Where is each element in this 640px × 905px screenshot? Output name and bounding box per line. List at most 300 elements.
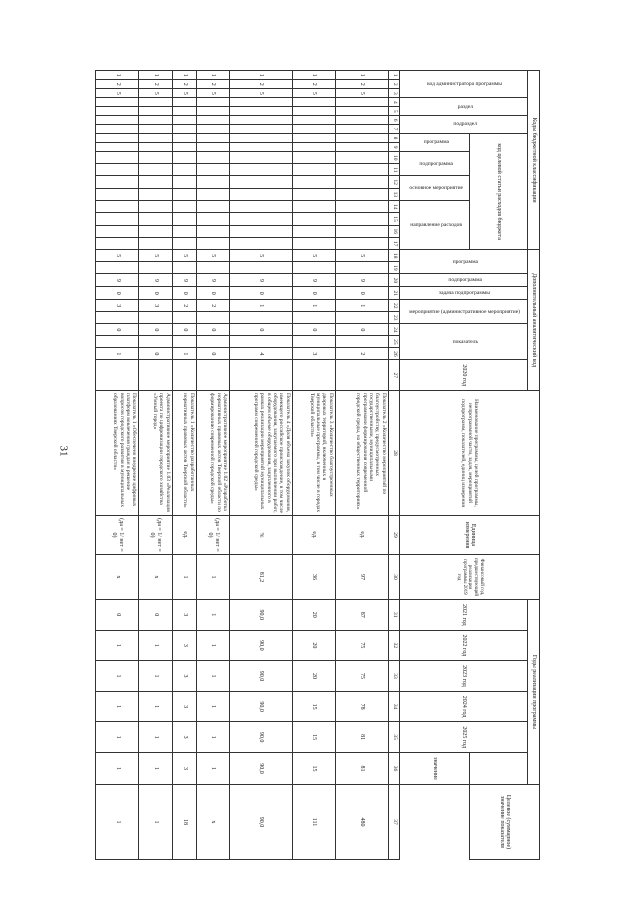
- classification-cell: [335, 237, 388, 249]
- row-year-value: 1: [196, 691, 230, 722]
- row-unit: ед.: [292, 516, 335, 555]
- column-number: 23: [388, 312, 400, 324]
- row-year-value: 87: [335, 600, 388, 631]
- row-year-value: 1: [196, 600, 230, 631]
- row-year-value: 90,0: [230, 691, 292, 722]
- classification-cell: [335, 98, 388, 107]
- table-row: [139, 71, 173, 860]
- classification-cell: [292, 225, 335, 237]
- classification-cell: [230, 201, 292, 213]
- row-year-value: 81: [335, 722, 388, 753]
- column-number: 31: [388, 600, 400, 631]
- header-admin-code: код администратора программы: [400, 71, 528, 98]
- column-number: 9: [388, 143, 400, 152]
- page-number: 31: [57, 445, 70, 457]
- row-year-value: 3: [172, 630, 196, 661]
- row-year-value: 1: [96, 661, 139, 692]
- extra-code-cell: 0: [196, 348, 230, 360]
- header-subprogram: подпрограмма: [400, 152, 470, 176]
- extra-code-cell: 0: [292, 324, 335, 336]
- admin-code-cell: 2: [139, 80, 173, 89]
- header-extra-code: Дополнительный аналитический код: [527, 250, 539, 391]
- classification-cell: [335, 107, 388, 116]
- column-number: 17: [388, 237, 400, 249]
- extra-code-cell: 0: [292, 287, 335, 300]
- extra-code-cell: [139, 336, 173, 348]
- extra-code-cell: [96, 262, 139, 274]
- classification-cell: [172, 213, 196, 225]
- row-unit: ед.: [335, 516, 388, 555]
- header-name: Наименование программы, целей программы, непрограммной части, задач, мероприятий подпрограмм, показателей, единиц измерения: [400, 391, 540, 516]
- extra-code-cell: [172, 336, 196, 348]
- extra-code-cell: 0: [96, 287, 139, 300]
- table-row: [335, 71, 388, 860]
- extra-code-cell: 1: [172, 348, 196, 360]
- column-number: 34: [388, 691, 400, 722]
- classification-cell: [139, 143, 173, 152]
- classification-cell: [172, 125, 196, 134]
- extra-code-cell: [292, 360, 335, 391]
- column-number: 12: [388, 176, 400, 188]
- program-table-frame: [95, 70, 540, 860]
- classification-cell: [230, 116, 292, 125]
- admin-code-cell: 1: [230, 71, 292, 80]
- extra-code-cell: 3: [96, 300, 139, 312]
- row-year-value: 15: [292, 691, 335, 722]
- row-total: 1: [139, 785, 173, 860]
- column-number: 5: [388, 107, 400, 116]
- extra-code-cell: 5: [196, 250, 230, 262]
- classification-cell: [96, 188, 139, 200]
- header-task-col: задача подпрограммы: [400, 287, 528, 300]
- extra-code-cell: 9: [96, 274, 139, 287]
- classification-cell: [292, 143, 335, 152]
- classification-cell: [172, 164, 196, 176]
- classification-cell: [96, 213, 139, 225]
- classification-cell: [335, 188, 388, 200]
- row-name: Показатель 3 «Количество благоустроенных дворовых территорий, включенных в муниципальные программы, в том числе в городах Тверской области»: [292, 391, 335, 516]
- classification-cell: [230, 143, 292, 152]
- header-value: значение: [400, 752, 470, 784]
- row-year-value: 90,0: [230, 722, 292, 753]
- header-year-2020: 2020 год: [400, 360, 528, 391]
- classification-cell: [196, 107, 230, 116]
- admin-code-cell: 2: [96, 80, 139, 89]
- row-name: Административное мероприятие 1.03 «Реализация проекта по цифровизации городского хозяйства «Умный город»: [139, 391, 173, 516]
- column-number: 4: [388, 98, 400, 107]
- extra-code-cell: 0: [139, 348, 173, 360]
- column-number: 14: [388, 201, 400, 213]
- row-year-value: 75: [335, 661, 388, 692]
- extra-code-cell: 0: [139, 324, 173, 336]
- header-program: программа: [400, 133, 470, 151]
- classification-cell: [196, 125, 230, 134]
- row-year-value: 1: [96, 722, 139, 753]
- classification-cell: [292, 116, 335, 125]
- row-year-value: 1: [139, 630, 173, 661]
- row-base-value: х: [96, 555, 139, 600]
- extra-code-cell: [139, 360, 173, 391]
- row-year-value: 20: [292, 630, 335, 661]
- column-number: 15: [388, 213, 400, 225]
- classification-cell: [292, 107, 335, 116]
- header-main-event: основное мероприятие: [400, 176, 470, 201]
- classification-cell: [172, 201, 196, 213]
- classification-cell: [335, 225, 388, 237]
- extra-code-cell: 5: [335, 250, 388, 262]
- classification-cell: [335, 152, 388, 164]
- extra-code-cell: 0: [96, 324, 139, 336]
- admin-code-cell: 5: [335, 89, 388, 98]
- extra-code-cell: 0: [196, 324, 230, 336]
- row-base-value: 97: [335, 555, 388, 600]
- classification-cell: [230, 125, 292, 134]
- header-fin-year: Финансовый год, предшествующий реализации программы 2019 год: [400, 555, 540, 600]
- extra-code-cell: [335, 312, 388, 324]
- row-year-value: 15: [292, 752, 335, 784]
- row-year-value: 1: [196, 661, 230, 692]
- extra-code-cell: [96, 336, 139, 348]
- header-subsection: подраздел: [400, 116, 528, 134]
- column-number: 2: [388, 80, 400, 89]
- extra-code-cell: 5: [96, 250, 139, 262]
- classification-cell: [292, 188, 335, 200]
- row-year-value: 1: [196, 630, 230, 661]
- row-total: 1: [96, 785, 139, 860]
- classification-cell: [335, 213, 388, 225]
- classification-cell: [292, 98, 335, 107]
- classification-cell: [196, 201, 230, 213]
- classification-cell: [139, 98, 173, 107]
- header-direction: направление расходов: [400, 201, 470, 250]
- extra-code-cell: 5: [139, 250, 173, 262]
- row-year-value: 90,0: [230, 600, 292, 631]
- admin-code-cell: 1: [96, 71, 139, 80]
- classification-cell: [230, 133, 292, 142]
- extra-code-cell: 1: [96, 348, 139, 360]
- classification-cell: [335, 125, 388, 134]
- extra-code-cell: 2: [172, 300, 196, 312]
- extra-code-cell: 9: [230, 274, 292, 287]
- classification-cell: [292, 152, 335, 164]
- row-total: х: [196, 785, 230, 860]
- admin-code-cell: 1: [196, 71, 230, 80]
- extra-code-cell: 9: [292, 274, 335, 287]
- row-year-value: 15: [292, 722, 335, 753]
- column-number: 7: [388, 125, 400, 134]
- header-year-2021: 2021 год: [400, 600, 528, 631]
- classification-cell: [139, 133, 173, 142]
- classification-cell: [172, 225, 196, 237]
- header-years: Годы реализации программы: [527, 600, 539, 785]
- row-base-value: х: [139, 555, 173, 600]
- extra-code-cell: 1: [230, 300, 292, 312]
- header-unit: Единица измерения: [400, 516, 540, 555]
- row-year-value: 3: [172, 661, 196, 692]
- classification-cell: [292, 201, 335, 213]
- extra-code-cell: [196, 360, 230, 391]
- header-program-col: программа: [400, 250, 528, 274]
- classification-cell: [292, 213, 335, 225]
- column-number: 33: [388, 661, 400, 692]
- classification-cell: [96, 225, 139, 237]
- admin-code-cell: 2: [230, 80, 292, 89]
- column-number: 13: [388, 188, 400, 200]
- extra-code-cell: 4: [230, 348, 292, 360]
- extra-code-cell: 9: [139, 274, 173, 287]
- extra-code-cell: [335, 262, 388, 274]
- rotated-table: [95, 70, 540, 860]
- row-name: Показатель 1 «Обеспечено внедрение цифровых платформ вовлечения граждан в решение вопросов городского развития в муниципальных образованиях Тверской области»: [96, 391, 139, 516]
- extra-code-cell: [196, 312, 230, 324]
- row-base-value: 1: [172, 555, 196, 600]
- row-unit: ед.: [172, 516, 196, 555]
- row-year-value: 1: [139, 722, 173, 753]
- row-base-value: 36: [292, 555, 335, 600]
- classification-cell: [292, 176, 335, 188]
- row-year-value: 20: [292, 661, 335, 692]
- column-number: 36: [388, 752, 400, 784]
- header-year-2023: 2023 год: [400, 661, 528, 692]
- header-year-2022: 2022 год: [400, 630, 528, 661]
- header-subprogram-col: подпрограмма: [400, 274, 528, 287]
- classification-cell: [172, 176, 196, 188]
- row-base-value: 1: [196, 555, 230, 600]
- column-number: 27: [388, 360, 400, 391]
- extra-code-cell: 0: [230, 287, 292, 300]
- row-year-value: 0: [96, 600, 139, 631]
- classification-cell: [139, 225, 173, 237]
- row-unit: (да = 1/ нет = 0): [196, 516, 230, 555]
- row-year-value: 1: [139, 752, 173, 784]
- extra-code-cell: 0: [196, 287, 230, 300]
- column-number: 11: [388, 164, 400, 176]
- classification-cell: [172, 188, 196, 200]
- classification-cell: [196, 188, 230, 200]
- classification-cell: [196, 213, 230, 225]
- classification-cell: [139, 164, 173, 176]
- column-number: 29: [388, 516, 400, 555]
- extra-code-cell: 9: [196, 274, 230, 287]
- column-number: 18: [388, 250, 400, 262]
- row-year-value: 1: [139, 661, 173, 692]
- extra-code-cell: [172, 360, 196, 391]
- column-number: 26: [388, 348, 400, 360]
- classification-cell: [335, 116, 388, 125]
- classification-cell: [196, 98, 230, 107]
- classification-cell: [292, 164, 335, 176]
- row-year-value: 1: [196, 722, 230, 753]
- row-unit: (да = 1/ нет = 0): [139, 516, 173, 555]
- classification-cell: [96, 107, 139, 116]
- extra-code-cell: [335, 336, 388, 348]
- column-number: 28: [388, 391, 400, 516]
- extra-code-cell: 0: [172, 287, 196, 300]
- extra-code-cell: 2: [335, 348, 388, 360]
- classification-cell: [96, 176, 139, 188]
- extra-code-cell: 9: [335, 274, 388, 287]
- classification-cell: [96, 125, 139, 134]
- classification-cell: [139, 116, 173, 125]
- admin-code-cell: 5: [230, 89, 292, 98]
- classification-cell: [172, 143, 196, 152]
- column-number: 22: [388, 300, 400, 312]
- row-name: Показатель 4 «Доля объема закупок оборудования, имеющего российское происхождение, в том числе оборудования, закупаемого при выполнении работ, в общем объеме оборудования, закупленного в рамках реализации мероприятий муниципальных программ современной городской среды»: [230, 391, 292, 516]
- extra-code-cell: 2: [196, 300, 230, 312]
- header-section: раздел: [400, 98, 528, 116]
- classification-cell: [230, 164, 292, 176]
- row-year-value: 1: [196, 752, 230, 784]
- row-year-value: 81: [335, 752, 388, 784]
- classification-cell: [196, 152, 230, 164]
- classification-cell: [172, 237, 196, 249]
- classification-cell: [230, 225, 292, 237]
- classification-cell: [96, 143, 139, 152]
- extra-code-cell: 1: [335, 300, 388, 312]
- row-unit: %: [230, 516, 292, 555]
- program-table: [95, 70, 540, 860]
- extra-code-cell: [172, 262, 196, 274]
- extra-code-cell: [96, 360, 139, 391]
- extra-code-cell: [139, 262, 173, 274]
- admin-code-cell: 5: [96, 89, 139, 98]
- admin-code-cell: 5: [139, 89, 173, 98]
- column-number: 3: [388, 89, 400, 98]
- row-year-value: 3: [172, 752, 196, 784]
- classification-cell: [230, 176, 292, 188]
- column-number: 8: [388, 133, 400, 142]
- extra-code-cell: [139, 312, 173, 324]
- admin-code-cell: 2: [335, 80, 388, 89]
- admin-code-cell: 5: [196, 89, 230, 98]
- admin-code-cell: 2: [292, 80, 335, 89]
- column-number: 20: [388, 274, 400, 287]
- classification-cell: [96, 152, 139, 164]
- classification-cell: [172, 116, 196, 125]
- table-row: [96, 71, 139, 860]
- row-total: 111: [292, 785, 335, 860]
- header-codes-group: Коды бюджетной классификации: [527, 71, 539, 250]
- extra-code-cell: 5: [230, 250, 292, 262]
- classification-cell: [139, 107, 173, 116]
- extra-code-cell: 5: [292, 250, 335, 262]
- classification-cell: [230, 98, 292, 107]
- classification-cell: [172, 133, 196, 142]
- extra-code-cell: [230, 360, 292, 391]
- column-number: 37: [388, 785, 400, 860]
- classification-cell: [172, 152, 196, 164]
- admin-code-cell: 2: [196, 80, 230, 89]
- row-name: Показатель 2 «Количество мероприятий по благоустройству, предусмотренных государственными, муниципальными программами формирования современной городской среды, на общественных территориях»: [335, 391, 388, 516]
- classification-cell: [196, 133, 230, 142]
- row-year-value: 1: [96, 630, 139, 661]
- row-year-value: 3: [172, 600, 196, 631]
- row-year-value: 90,0: [230, 630, 292, 661]
- row-name: Административное мероприятие 1.02 «Разработка нормативных правовых актов Тверской области по формированию современной городской среды»: [196, 391, 230, 516]
- classification-cell: [335, 201, 388, 213]
- row-year-value: 3: [172, 722, 196, 753]
- extra-code-cell: [230, 312, 292, 324]
- column-number: 19: [388, 262, 400, 274]
- header-year-2025: 2025 год: [400, 722, 528, 753]
- row-year-value: 90,0: [230, 752, 292, 784]
- classification-cell: [335, 133, 388, 142]
- extra-code-cell: 0: [335, 287, 388, 300]
- column-number: 16: [388, 225, 400, 237]
- extra-code-cell: 3: [139, 300, 173, 312]
- extra-code-cell: [230, 336, 292, 348]
- admin-code-cell: 1: [292, 71, 335, 80]
- classification-cell: [96, 116, 139, 125]
- row-total: 90,0: [230, 785, 292, 860]
- classification-cell: [196, 164, 230, 176]
- classification-cell: [196, 176, 230, 188]
- classification-cell: [335, 164, 388, 176]
- classification-cell: [96, 164, 139, 176]
- classification-cell: [139, 213, 173, 225]
- extra-code-cell: 1: [292, 300, 335, 312]
- column-number: 32: [388, 630, 400, 661]
- table-row: [172, 71, 196, 860]
- column-number: 1: [388, 71, 400, 80]
- row-year-value: 20: [292, 600, 335, 631]
- classification-cell: [139, 237, 173, 249]
- classification-cell: [96, 98, 139, 107]
- row-year-value: 78: [335, 691, 388, 722]
- column-number: 21: [388, 287, 400, 300]
- header-expense-codes: код целевой статьи расходов бюджета: [470, 133, 528, 249]
- admin-code-cell: 1: [172, 71, 196, 80]
- row-total: 480: [335, 785, 388, 860]
- classification-cell: [196, 143, 230, 152]
- column-number-row: [388, 71, 400, 860]
- row-unit: (да = 1/ нет = 0): [96, 516, 139, 555]
- classification-cell: [139, 176, 173, 188]
- extra-code-cell: 3: [292, 348, 335, 360]
- classification-cell: [139, 201, 173, 213]
- admin-code-cell: 5: [292, 89, 335, 98]
- row-total: 18: [172, 785, 196, 860]
- row-name: Показатель 1 «Количество разработанных нормативных правовых актов Тверской области»: [172, 391, 196, 516]
- column-number: 25: [388, 336, 400, 348]
- header-final: Целевое (суммарное) значение показателя: [470, 785, 540, 860]
- extra-code-cell: 5: [172, 250, 196, 262]
- classification-cell: [230, 152, 292, 164]
- header-indicator-col: показатель: [400, 324, 528, 360]
- extra-code-cell: [292, 336, 335, 348]
- header-year-2024: 2024 год: [400, 691, 528, 722]
- admin-code-cell: 5: [172, 89, 196, 98]
- extra-code-cell: [292, 262, 335, 274]
- classification-cell: [96, 133, 139, 142]
- extra-code-cell: [196, 262, 230, 274]
- classification-cell: [139, 188, 173, 200]
- extra-code-cell: 0: [230, 324, 292, 336]
- classification-cell: [96, 237, 139, 249]
- column-number: 30: [388, 555, 400, 600]
- extra-code-cell: [335, 360, 388, 391]
- extra-code-cell: [96, 312, 139, 324]
- row-year-value: 75: [335, 630, 388, 661]
- classification-cell: [196, 225, 230, 237]
- classification-cell: [196, 237, 230, 249]
- classification-cell: [335, 143, 388, 152]
- classification-cell: [230, 213, 292, 225]
- header-event-col: мероприятие (административное мероприятие): [400, 300, 528, 324]
- admin-code-cell: 1: [335, 71, 388, 80]
- extra-code-cell: 9: [172, 274, 196, 287]
- classification-cell: [292, 125, 335, 134]
